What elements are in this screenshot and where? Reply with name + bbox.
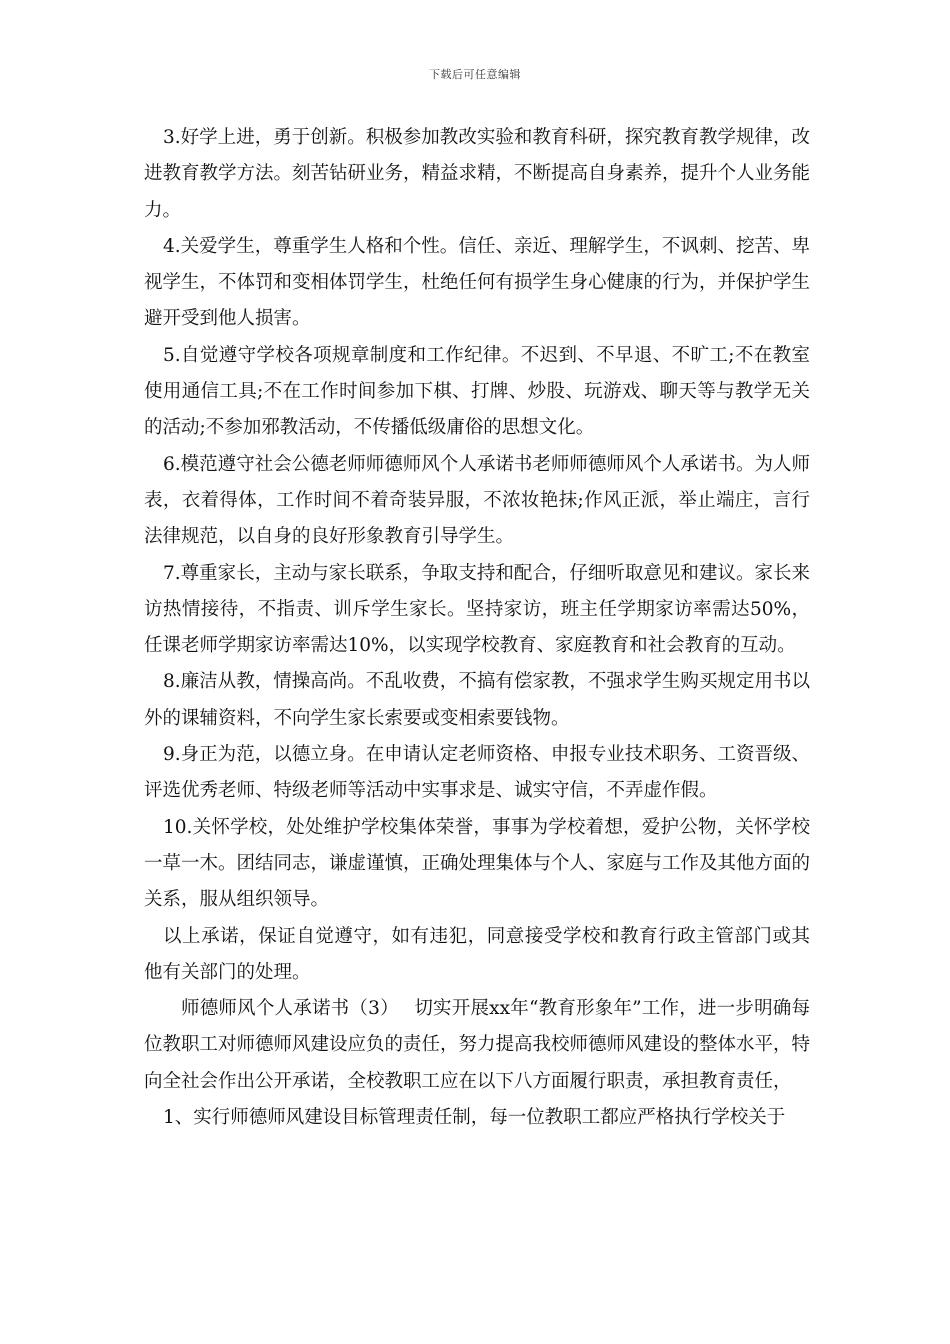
paragraph-item-3: 3.好学上进，勇于创新。积极参加教改实验和教育科研，探究教育教学规律，改进教育教学方法。刻苦钻研业务，精益求精，不断提高自身素养，提升个人业务能力。 bbox=[144, 127, 811, 221]
paragraph-item-8: 8.廉洁从教，情操高尚。不乱收费，不搞有偿家教，不强求学生购买规定用书以外的课辅资料，不向学生家长索要或变相索要钱物。 bbox=[144, 671, 810, 729]
paragraph-section-3-item-1: 1、实行师德师风建设目标管理责任制，每一位教职工都应严格执行学校关于 bbox=[163, 1107, 786, 1129]
paragraph-commitment-closing: 以上承诺，保证自觉遵守，如有违犯，同意接受学校和教育行政主管部门或其他有关部门的处理。 bbox=[144, 925, 810, 983]
document-body bbox=[144, 120, 810, 1136]
paragraph-item-6: 6.模范遵守社会公德老师师德师风个人承诺书老师师德师风个人承诺书。为人师表，衣着得体，工作时间不着奇装异服，不浓妆艳抹;作风正派，举止端庄，言行法律规范，以自身的良好形象教育引导学生。 bbox=[144, 453, 810, 548]
page-header-note: 下载后可任意编辑 bbox=[429, 68, 521, 81]
paragraph-item-4: 4.关爱学生，尊重学生人格和个性。信任、亲近、理解学生，不讽刺、挖苦、卑视学生，不体罚和变相体罚学生，杜绝任何有损学生身心健康的行为，并保护学生避开受到他人损害。 bbox=[144, 235, 811, 330]
paragraph-item-10: 10.关怀学校，处处维护学校集体荣誉，事事为学校着想，爱护公物，关怀学校一草一木。团结同志，谦虚谨慎，正确处理集体与个人、家庭与工作及其他方面的关系，服从组织领导。 bbox=[144, 816, 811, 911]
paragraph-item-5: 5.自觉遵守学校各项规章制度和工作纪律。不迟到、不早退、不旷工;不在教室使用通信工具;不在工作时间参加下棋、打牌、炒股、玩游戏、聊天等与教学无关的活动;不参加邪教活动，不传播低级庸俗的思想文化。 bbox=[144, 344, 810, 439]
paragraph-item-7: 7.尊重家长，主动与家长联系，争取支持和配合，仔细听取意见和建议。家长来访热情接待，不指责、训斥学生家长。坚持家访，班主任学期家访率需达50%，任课老师学期家访率需达10%，以实现学校教育、家庭教育和社会教育的互动。 bbox=[144, 562, 810, 657]
paragraph-section-3-intro: 师德师风个人承诺书（3） 切实开展xx年“教育形象年”工作，进一步明确每位教职工对师德师风建设应负的责任，努力提高我校师德师风建设的整体水平，特向全社会作出公开承诺，全校教职工应在以下八方面履行职责，承担教育责任， bbox=[144, 998, 811, 1092]
paragraph-item-9: 9.身正为范，以德立身。在申请认定老师资格、申报专业技术职务、工资晋级、评选优秀老师、特级老师等活动中实事求是、诚实守信，不弄虚作假。 bbox=[144, 744, 810, 802]
